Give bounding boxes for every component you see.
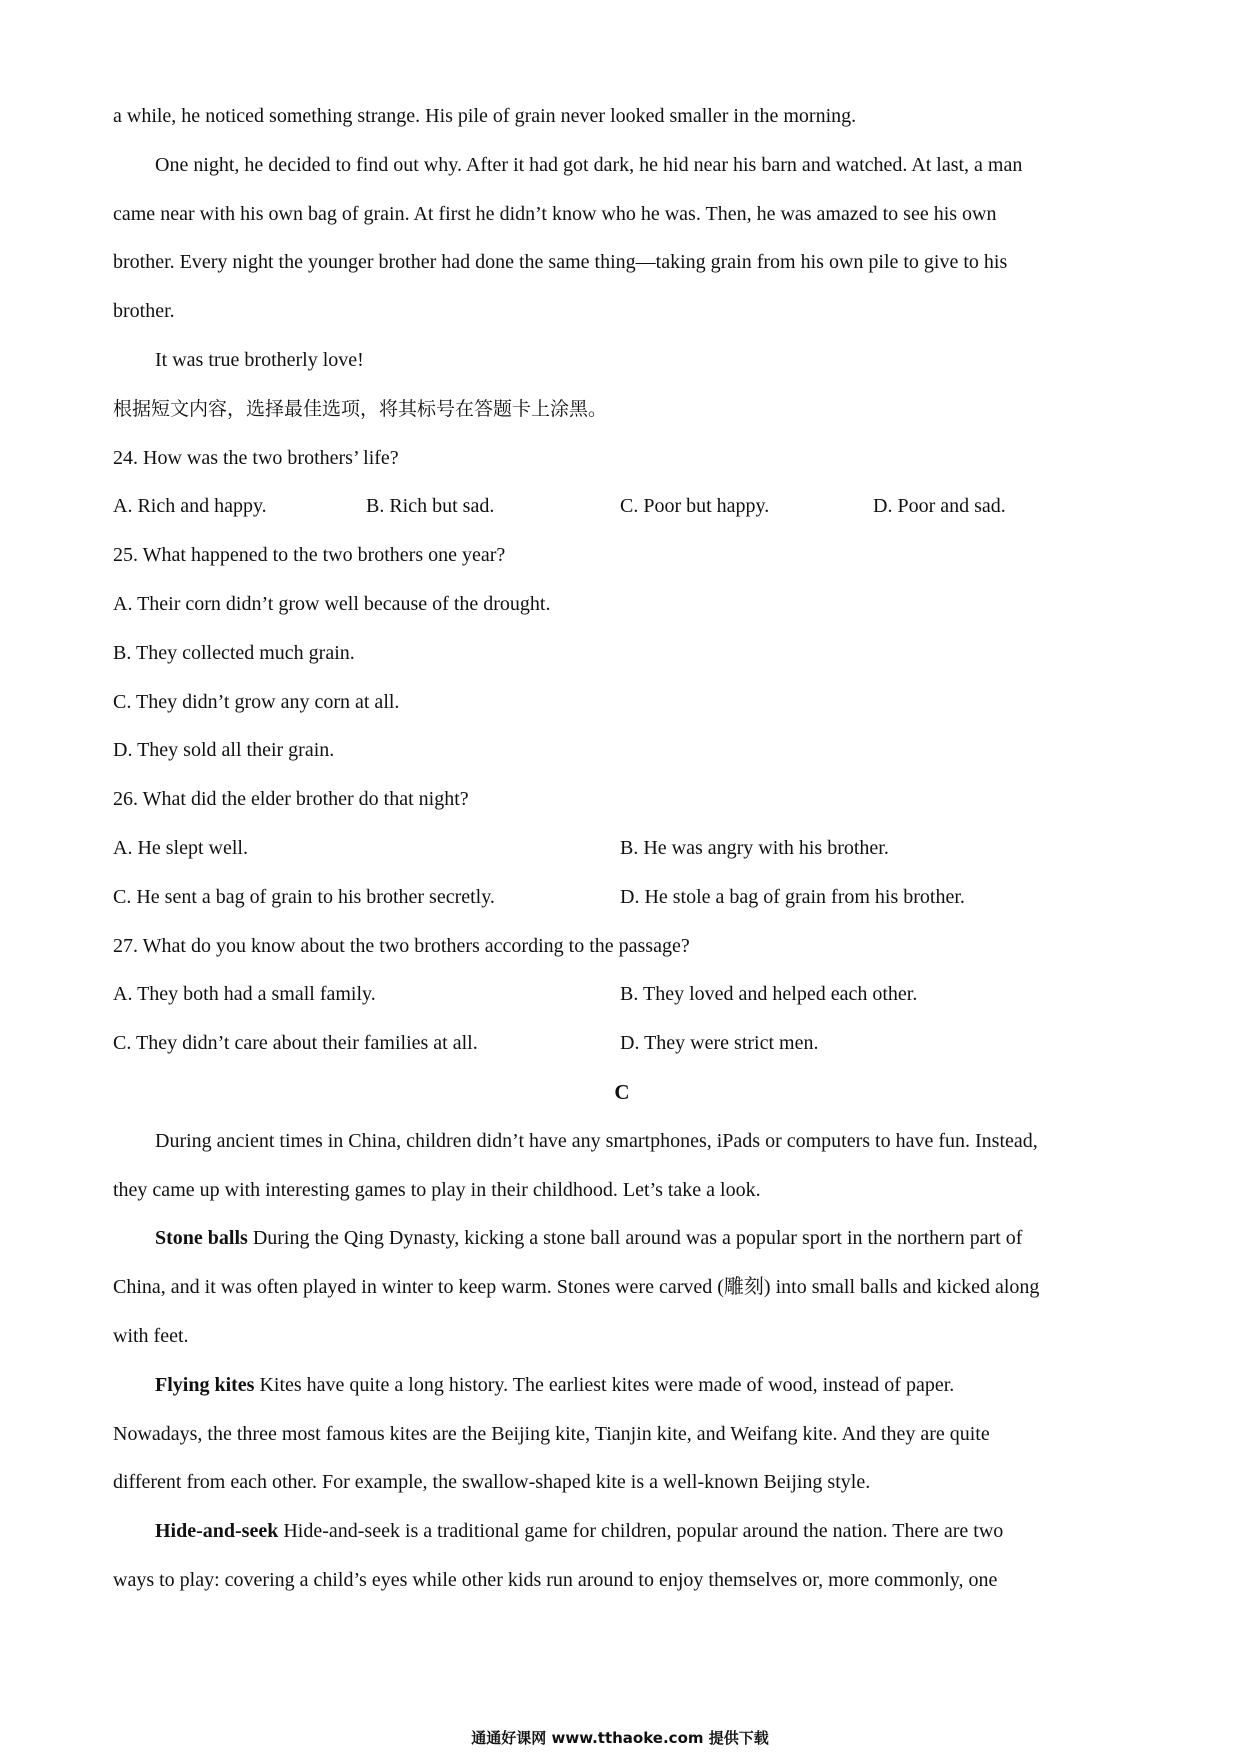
option-d: D. He stole a bag of grain from his brother. xyxy=(620,885,965,908)
text-line: During ancient times in China, children didn’t have any smartphones, iPads or computers to have fun. Instead, xyxy=(155,1129,1038,1152)
question-options xyxy=(113,1019,1131,1068)
text-line: with feet. xyxy=(113,1324,189,1347)
term-hide-and-seek: Hide-and-seek xyxy=(155,1520,279,1543)
text-line: China, and it was often played in winter to keep warm. Stones were carved (雕刻) into small balls and kicked along xyxy=(113,1276,1040,1299)
option-b: B. Rich but sad. xyxy=(366,495,495,518)
option-c: C. Poor but happy. xyxy=(620,495,770,518)
text-line: a while, he noticed something strange. His pile of grain never looked smaller in the morning. xyxy=(113,105,857,127)
text-line: they came up with interesting games to play in their childhood. Let’s take a look. xyxy=(113,1178,761,1201)
text-span: During the Qing Dynasty, kicking a stone ball around was a popular sport in the northern part of xyxy=(247,1227,1023,1250)
page-footer: 通通好课网 www.tthaoke.com 提供下载 xyxy=(471,1729,769,1747)
text-line xyxy=(113,1507,1131,1556)
option-d: D. They sold all their grain. xyxy=(113,739,335,762)
question-options xyxy=(113,824,1131,873)
text-line: brother. xyxy=(113,300,175,323)
question-stem: 25. What happened to the two brothers one year? xyxy=(113,544,506,567)
text-line: different from each other. For example, the swallow-shaped kite is a well-known Beijing style. xyxy=(113,1471,871,1494)
text-span: Kites have quite a long history. The earliest kites were made of wood, instead of paper. xyxy=(254,1373,955,1396)
text-line xyxy=(113,1214,1131,1263)
text-line xyxy=(113,1361,1131,1410)
text-span: Hide-and-seek is a traditional game for children, popular around the nation. There are two xyxy=(278,1520,1004,1543)
text-line: One night, he decided to find out why. After it had got dark, he hid near his barn and watched. At last, a man xyxy=(155,153,1023,176)
question-stem: 26. What did the elder brother do that night? xyxy=(113,788,469,811)
section-heading: C xyxy=(614,1079,630,1104)
text-line: Nowadays, the three most famous kites are the Beijing kite, Tianjin kite, and Weifang kite. And they are quite xyxy=(113,1422,990,1445)
text-line: brother. Every night the younger brother had done the same thing—taking grain from his own pile to give to his xyxy=(113,251,1008,274)
option-c: C. He sent a bag of grain to his brother secretly. xyxy=(113,885,495,908)
option-a: A. He slept well. xyxy=(113,836,248,859)
option-d: D. Poor and sad. xyxy=(873,495,1006,518)
term-stone-balls: Stone balls xyxy=(155,1227,248,1250)
option-b: B. He was angry with his brother. xyxy=(620,836,889,859)
option-d: D. They were strict men. xyxy=(620,1032,819,1055)
question-stem: 24. How was the two brothers’ life? xyxy=(113,446,399,469)
text-line: It was true brotherly love! xyxy=(155,348,364,371)
document-page xyxy=(113,92,1131,1605)
option-a: A. Rich and happy. xyxy=(113,495,267,518)
question-stem: 27. What do you know about the two brothers according to the passage? xyxy=(113,934,690,957)
option-c: C. They didn’t care about their families at all. xyxy=(113,1032,478,1055)
question-options xyxy=(113,970,1131,1019)
question-options xyxy=(113,482,1131,531)
question-options xyxy=(113,873,1131,922)
option-b: B. They loved and helped each other. xyxy=(620,983,918,1006)
term-flying-kites: Flying kites xyxy=(155,1373,255,1396)
option-b: B. They collected much grain. xyxy=(113,641,355,664)
text-line: came near with his own bag of grain. At first he didn’t know who he was. Then, he was amazed to see his own xyxy=(113,202,997,225)
option-a: A. Their corn didn’t grow well because of the drought. xyxy=(113,592,551,615)
option-c: C. They didn’t grow any corn at all. xyxy=(113,690,400,713)
option-a: A. They both had a small family. xyxy=(113,983,376,1006)
instruction-text: 根据短文内容，选择最佳选项，将其标号在答题卡上涂黑。 xyxy=(113,397,608,420)
text-line: ways to play: covering a child’s eyes while other kids run around to enjoy themselves or, more commonly, one xyxy=(113,1568,998,1591)
